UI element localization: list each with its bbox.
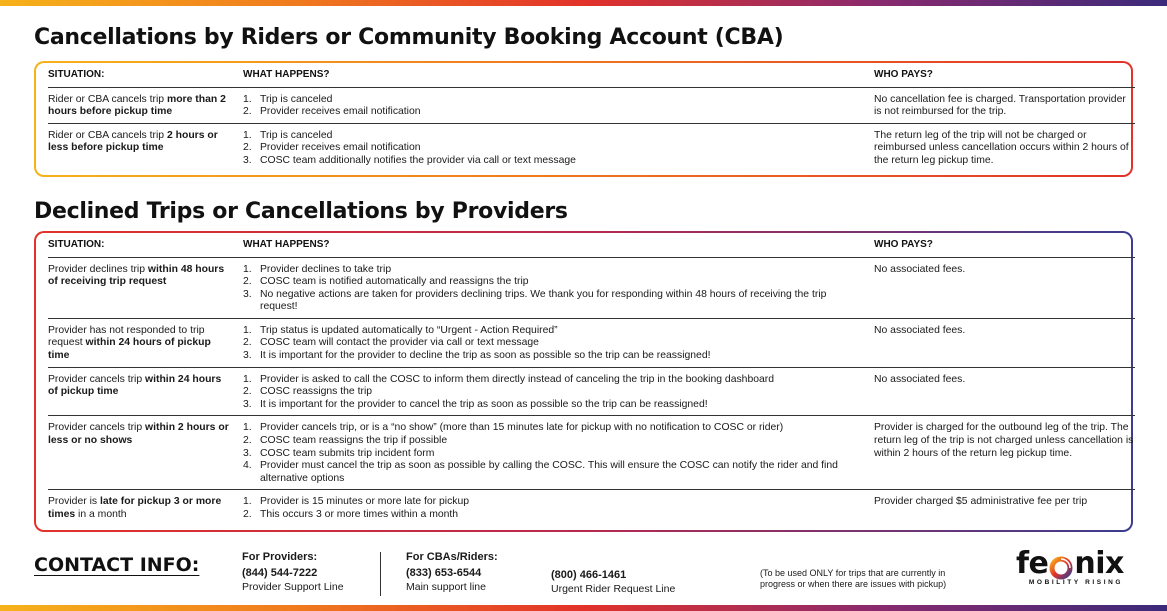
what-happens-cell: [243, 416, 874, 490]
situation-emphasis: within 2 hours or less or no shows: [48, 422, 229, 447]
what-happens-cell: [243, 367, 874, 416]
step-item: [243, 325, 864, 338]
situation-text: Provider is: [48, 496, 100, 508]
step-item: [243, 337, 864, 350]
step-text: COSC team submits trip incident form: [260, 447, 435, 459]
steps-list: [243, 264, 864, 314]
header-situation: SITUATION:: [48, 237, 243, 257]
logo-swirl-icon: [1049, 553, 1073, 577]
step-item: [243, 509, 864, 522]
steps-list: [243, 325, 864, 363]
step-item: [243, 106, 864, 119]
step-number: 2.: [243, 142, 252, 154]
what-happens-cell: [243, 490, 874, 526]
step-text: COSC team is notified automatically and reassigns the trip: [260, 276, 529, 288]
situation-emphasis: more than 2 hours before pickup time: [48, 93, 226, 118]
situation-text: Rider or CBA cancels trip: [48, 129, 167, 141]
logo-tagline: MOBILITY RISING: [1028, 579, 1124, 586]
logo-word-post: nix: [1074, 546, 1124, 581]
step-text: Trip is canceled: [260, 93, 333, 105]
step-number: 3.: [243, 398, 252, 410]
section2-title: Declined Trips or Cancellations by Providers: [34, 199, 568, 224]
contact-section: [34, 546, 1133, 600]
situation-cell: [48, 257, 243, 318]
situation-emphasis: 2 hours or less before pickup time: [48, 129, 218, 154]
step-number: 2.: [243, 435, 252, 447]
step-text: Provider receives email notification: [260, 142, 421, 154]
step-number: 3.: [243, 447, 252, 459]
step-number: 2.: [243, 337, 252, 349]
section2-box: [34, 231, 1133, 532]
provider-contact: [242, 550, 344, 594]
section1-table: [48, 67, 1135, 171]
top-gradient-bar: [0, 0, 1167, 6]
step-number: 1.: [243, 373, 252, 385]
step-item: [243, 448, 864, 461]
header-who-pays: WHO PAYS?: [874, 67, 1135, 87]
step-text: It is important for the provider to decline the trip as soon as possible so the trip can be reassigned!: [260, 350, 711, 362]
urgent-phone[interactable]: (800) 466-1461: [551, 569, 627, 581]
step-item: [243, 130, 864, 143]
situation-cell: [48, 416, 243, 490]
step-number: 1.: [243, 129, 252, 141]
step-number: 2.: [243, 276, 252, 288]
step-item: [243, 350, 864, 363]
step-number: 4.: [243, 460, 252, 472]
step-text: COSC reassigns the trip: [260, 386, 373, 398]
step-number: 1.: [243, 93, 252, 105]
situation-cell: [48, 318, 243, 367]
rider-heading: For CBAs/Riders:: [406, 551, 498, 563]
situation-text: Provider declines trip: [48, 263, 148, 275]
what-happens-cell: [243, 87, 874, 123]
section1-box: [34, 61, 1133, 177]
urgent-contact: [551, 566, 675, 596]
step-text: COSC team reassigns the trip if possible: [260, 435, 448, 447]
provider-heading: For Providers:: [242, 551, 318, 563]
header-who-pays: WHO PAYS?: [874, 237, 1135, 257]
header-what-happens: WHAT HAPPENS?: [243, 67, 874, 87]
step-text: Provider is asked to call the COSC to inform them directly instead of canceling the trip in the booking dashboard: [260, 373, 775, 385]
situation-emphasis: within 24 hours of pickup time: [48, 373, 222, 398]
table-row: [48, 490, 1135, 526]
section1-title: Cancellations by Riders or Community Booking Account (CBA): [34, 25, 784, 50]
contact-divider: [380, 552, 381, 596]
step-number: 1.: [243, 324, 252, 336]
urgent-note: (To be used ONLY for trips that are currently in progress or when there are issues with pickup): [760, 568, 947, 589]
section2-table: [48, 237, 1135, 526]
step-text: No negative actions are taken for providers declining trips. We thank you for responding within 48 hours of receiving the trip request!: [260, 288, 827, 313]
rider-line-label: Main support line: [406, 581, 486, 593]
situation-emphasis: late for pickup 3 or more times: [48, 496, 222, 520]
steps-list: [243, 374, 864, 412]
table-row: [48, 123, 1135, 171]
step-item: [243, 435, 864, 448]
bottom-gradient-bar: [0, 605, 1167, 611]
step-text: Trip is canceled: [260, 129, 333, 141]
step-item: [243, 94, 864, 107]
provider-phone[interactable]: (844) 544-7222: [242, 567, 318, 579]
contact-title: CONTACT INFO:: [34, 554, 200, 576]
step-number: 1.: [243, 496, 252, 508]
step-item: [243, 142, 864, 155]
step-item: [243, 155, 864, 168]
step-item: [243, 276, 864, 289]
who-pays-cell: No associated fees.: [874, 257, 1135, 318]
step-number: 2.: [243, 509, 252, 520]
provider-line-label: Provider Support Line: [242, 581, 344, 593]
situation-cell: [48, 87, 243, 123]
who-pays-cell: Provider charged $5 administrative fee per trip: [874, 496, 1088, 508]
step-number: 1.: [243, 263, 252, 275]
step-item: [243, 496, 864, 509]
situation-cell: [48, 367, 243, 416]
step-text: This occurs 3 or more times within a month: [260, 509, 459, 520]
table-row: [48, 87, 1135, 123]
step-item: [243, 399, 864, 412]
situation-text: Rider or CBA cancels trip: [48, 93, 167, 105]
step-text: COSC team additionally notifies the provider via call or text message: [260, 154, 576, 166]
who-pays-cell: No associated fees.: [874, 367, 1135, 416]
step-number: 3.: [243, 154, 252, 166]
table-row: [48, 257, 1135, 318]
step-text: Provider receives email notification: [260, 106, 421, 118]
logo-word-pre: fe: [1016, 546, 1049, 581]
who-pays-cell: Provider is charged for the outbound leg of the trip. The return leg of the trip is not charged unless cancellation is within 2 hours of the return leg pickup time.: [874, 416, 1135, 490]
header-situation: SITUATION:: [48, 67, 243, 87]
what-happens-cell: [243, 318, 874, 367]
step-text: Provider is 15 minutes or more late for pickup: [260, 496, 470, 508]
urgent-line-label: Urgent Rider Request Line: [551, 583, 676, 595]
header-what-happens: WHAT HAPPENS?: [243, 237, 874, 257]
step-number: 3.: [243, 350, 252, 362]
situation-cell: [48, 123, 243, 171]
feonix-logo: [1016, 546, 1136, 596]
step-item: [243, 386, 864, 399]
steps-list: [243, 94, 864, 119]
step-item: [243, 422, 864, 435]
step-number: 2.: [243, 386, 252, 398]
step-item: [243, 264, 864, 277]
table-row: [48, 416, 1135, 490]
steps-list: [243, 130, 864, 168]
step-item: [243, 460, 864, 485]
table-row: [48, 367, 1135, 416]
situation-text: Provider cancels trip: [48, 422, 146, 434]
what-happens-cell: [243, 123, 874, 171]
situation-emphasis: within 48 hours of receiving trip request: [48, 263, 225, 288]
step-number: 1.: [243, 422, 252, 434]
situation-cell: [48, 490, 243, 526]
logo-wordmark: [1016, 546, 1136, 581]
step-number: 3.: [243, 288, 252, 300]
step-text: Trip status is updated automatically to “Urgent - Action Required”: [260, 324, 558, 336]
situation-text-after: in a month: [75, 509, 127, 520]
situation-text: Provider cancels trip: [48, 373, 146, 385]
step-text: Provider must cancel the trip as soon as possible by calling the COSC. This will ensure the COSC can notify the rider and find alternative options: [260, 460, 838, 484]
step-number: 2.: [243, 106, 252, 118]
situation-text: Provider has not responded to trip request: [48, 324, 205, 349]
what-happens-cell: [243, 257, 874, 318]
step-text: Provider cancels trip, or is a “no show” (more than 15 minutes late for pickup with no notification to COSC or rider): [260, 422, 784, 434]
steps-list: [243, 422, 864, 485]
steps-list: [243, 496, 864, 521]
step-text: COSC team will contact the provider via call or text message: [260, 337, 539, 349]
who-pays-cell: The return leg of the trip will not be charged or reimbursed unless cancellation occurs within 2 hours of the return leg pickup time.: [874, 129, 1129, 166]
step-item: [243, 289, 864, 314]
situation-emphasis: within 24 hours of pickup time: [48, 337, 211, 362]
step-item: [243, 374, 864, 387]
who-pays-cell: No cancellation fee is charged. Transportation provider is not reimbursed for the trip.: [874, 87, 1135, 123]
rider-contact: [406, 550, 498, 594]
rider-phone[interactable]: (833) 653-6544: [406, 567, 482, 579]
step-text: Provider declines to take trip: [260, 263, 392, 275]
step-text: It is important for the provider to cancel the trip as soon as possible so the trip can be reassigned!: [260, 398, 708, 410]
who-pays-cell: No associated fees.: [874, 318, 1135, 367]
table-row: [48, 318, 1135, 367]
